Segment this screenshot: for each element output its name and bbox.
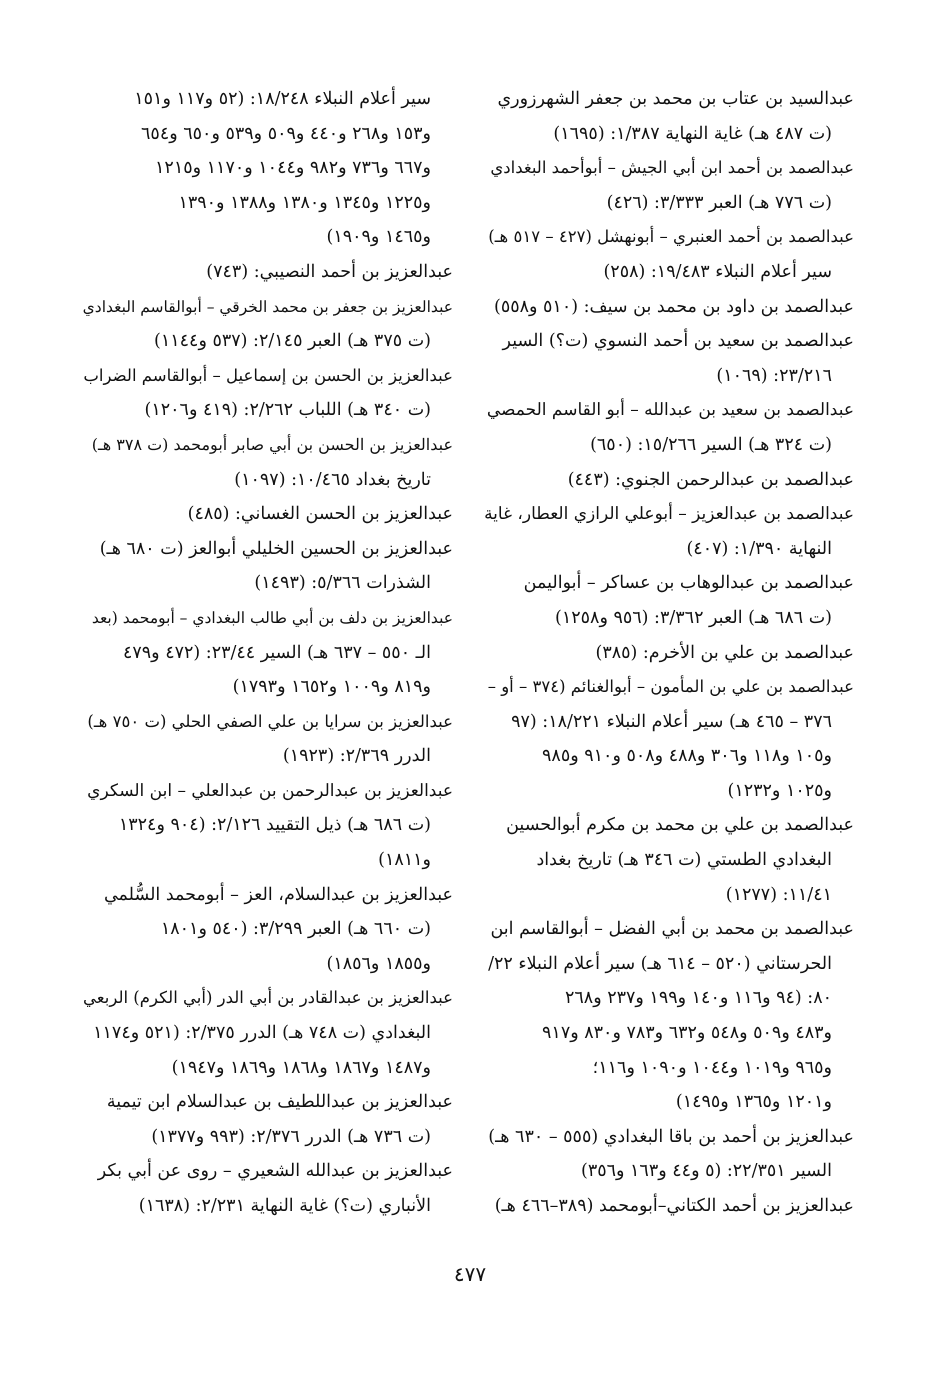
index-entry-continuation: و١٠٢٥ و١٢٣٢) bbox=[727, 780, 832, 801]
index-entry-continuation: و١٤٦٥ و١٩٠٩) bbox=[326, 227, 431, 248]
index-entry-continuation: ٨٠: (٩٤ و١١٦ و١٤٠ و١٩٩ و٢٣٧ و٢٦٨ bbox=[564, 988, 832, 1009]
index-entry: عبدالعزيز بن الحسين الخليلي أبوالعز (ت ٦٨٠ هـ) bbox=[99, 538, 453, 559]
index-entry-continuation: و٩٦٥ و١٠١٩ و١٠٤٤ و١٠٩٠ و١١٦؛ bbox=[592, 1057, 832, 1078]
index-entry: عبدالصمد بن عبدالعزيز – أبوعلي الرازي العطار، غاية bbox=[484, 504, 854, 525]
index-entry-continuation: الحرستاني (٥٢٠ – ٦١٤ هـ) سير أعلام النبلاء ٢٢/ bbox=[488, 953, 832, 974]
index-entry-continuation: سير أعلام النبلاء ١٩/٤٨٣: (٢٥٨) bbox=[603, 261, 832, 282]
index-entry: عبدالسيد بن عتاب بن محمد بن جعفر الشهرزوري bbox=[497, 89, 854, 109]
index-entry: عبدالصمد بن علي بن الأخرم: (٣٨٥) bbox=[595, 642, 854, 663]
index-entry-continuation: و١٨١١) bbox=[378, 850, 431, 871]
index-entry-continuation: الشذرات ٥/٣٦٦: (١٤٩٣) bbox=[254, 573, 431, 594]
index-entry-continuation: (ت ٣٧٥ هـ) العبر ٢/١٤٥: (٥٣٧ و١١٤٤) bbox=[154, 331, 431, 352]
index-entry-continuation: تاريخ بغداد ١٠/٤٦٥: (١٠٩٧) bbox=[234, 469, 431, 490]
index-entry-continuation: (ت ٧٧٦ هـ) العبر ٣/٣٣٣: (٤٢٦) bbox=[606, 192, 832, 213]
index-entry-continuation: سير أعلام النبلاء ١٨/٢٤٨: (٥٢ و١١٧ و١٥١ bbox=[134, 89, 431, 109]
index-entry-continuation: ١١/٤١: (١٢٧٧) bbox=[725, 884, 832, 905]
left-column bbox=[83, 82, 453, 1224]
index-entry-continuation: (ت ٦٦٠ هـ) العبر ٣/٢٩٩: (٥٤٠ و١٨٠١ bbox=[160, 919, 431, 940]
index-entry: عبدالعزيز بن دلف بن أبي طالب البغدادي – أبومحمد (بعد bbox=[91, 608, 453, 627]
index-entry: عبدالصمد بن عبدالرحمن الجنوي: (٤٤٣) bbox=[567, 469, 854, 490]
index-entry: عبدالصمد بن علي بن محمد بن مكرم أبوالحسين bbox=[506, 815, 854, 836]
index-entry: عبدالعزيز بن سرايا بن علي الصفي الحلي (ت ٧٥٠ هـ) bbox=[87, 711, 453, 731]
index-entry: عبدالعزيز بن أحمد الكتاني–أبومحمد (٣٨٩–٤٦٦ هـ) bbox=[494, 1196, 854, 1216]
index-entry: عبدالصمد بن محمد بن أبي الفضل – أبوالقاسم ابن bbox=[490, 919, 854, 940]
index-entry-continuation: البغدادي (ت ٧٤٨ هـ) الدرر ٢/٣٧٥: (٥٢١ و١١٧٤ bbox=[93, 1023, 431, 1044]
index-entry-continuation: (ت ٣٢٤ هـ) السير ١٥/٢٦٦: (٦٥٠) bbox=[590, 434, 832, 455]
index-entry: عبدالعزيز بن الحسن الغساني: (٤٨٥) bbox=[187, 504, 453, 525]
index-entry-continuation: و٤٨٣ و٥٠٩ و٥٤٨ و٦٣٢ و٧٨٣ و٨٣٠ و٩١٧ bbox=[542, 1023, 832, 1044]
index-entry-continuation: و١٢٠١ و١٣٦٥ و١٤٩٥) bbox=[675, 1092, 832, 1113]
index-entry: عبدالصمد بن سعيد بن عبدالله – أبو القاسم الحمصي bbox=[486, 400, 854, 421]
index-entry: عبدالعزيز بن عبداللطيف بن عبدالسلام ابن تيمية bbox=[106, 1092, 453, 1113]
index-entry-continuation: و١٨٥٥ و١٨٥٦) bbox=[326, 953, 431, 974]
index-entry-continuation: (ت ٧٣٦ هـ) الدرر ٢/٣٧٦: (٩٩٣ و١٣٧٧) bbox=[151, 1126, 431, 1147]
right-column bbox=[484, 82, 854, 1224]
index-entry-continuation: (ت ٦٨٦ هـ) العبر ٣/٣٦٢: (٩٥٦ و١٢٥٨) bbox=[555, 607, 832, 628]
index-entry-continuation: الأنباري (ت؟) غاية النهاية ٢/٢٣١: (١٦٣٨) bbox=[138, 1196, 431, 1216]
index-entry: عبدالصمد بن سعيد بن أحمد النسوي (ت؟) السير bbox=[502, 331, 854, 352]
index-entry: عبدالصمد بن عبدالوهاب بن عساكر – أبواليمن bbox=[523, 573, 854, 594]
index-entry-continuation: و١٥٣ و٢٦٨ و٤٤٠ و٥٠٩ و٥٣٩ و٦٥٠ و٦٥٤ bbox=[141, 123, 431, 144]
index-entry: عبدالعزيز بن جعفر بن محمد الخرقي – أبوالقاسم البغدادي bbox=[83, 297, 453, 316]
index-entry: عبدالصمد بن أحمد العنبري – أبونهشل (٤٢٧ – ٥١٧ هـ) bbox=[488, 227, 854, 247]
index-entry-continuation: الـ ٥٥٠ – ٦٣٧ هـ) السير ٢٣/٤٤: (٤٧٢ و٤٧٩ bbox=[122, 642, 431, 663]
index-entry: عبدالعزيز بن الحسن بن أبي صابر أبومحمد (ت ٣٧٨ هـ) bbox=[91, 434, 453, 454]
index-entry-continuation: (ت ٤٨٧ هـ) غاية النهاية ١/٣٨٧: (١٦٩٥) bbox=[553, 123, 832, 144]
index-entry-continuation: و٨١٩ و١٠٠٩ و١٦٥٢ و١٧٩٣) bbox=[232, 677, 431, 698]
index-entry: عبدالعزيز بن أحمد بن باقا البغدادي (٥٥٥ – ٦٣٠ هـ) bbox=[488, 1126, 854, 1147]
index-entry: عبدالعزيز بن الحسن بن إسماعيل – أبوالقاسم الضراب bbox=[83, 365, 453, 385]
index-entry: عبدالعزيز بن عبدالقادر بن أبي الدر (أبي الكرم) الربعي bbox=[83, 988, 453, 1008]
index-entry-continuation: السير ٢٢/٣٥١: (٥ و٤٤ و١٦٣ و٣٥٦) bbox=[580, 1161, 832, 1182]
index-entry: عبدالصمد بن أحمد ابن أبي الجيش – أبوأحمد البغدادي bbox=[490, 158, 854, 178]
page-number: ٤٧٧ bbox=[453, 1262, 487, 1286]
index-entry-continuation: الدرر ٢/٣٦٩: (١٩٢٣) bbox=[282, 746, 431, 767]
index-entry-continuation: و١٢٢٥ و١٣٤٥ و١٣٨٠ و١٣٨٨ و١٣٩٠ bbox=[178, 192, 431, 213]
index-entry-continuation: النهاية ١/٣٩٠: (٤٠٧) bbox=[686, 538, 832, 559]
index-entry: عبدالعزيز بن عبدالله الشعيري – روى عن أبي بكر bbox=[97, 1161, 453, 1182]
index-entry-continuation: و١٠٥ و١١٨ و٣٠٦ و٤٨٨ و٥٠٨ و٩١٠ و٩٨٥ bbox=[542, 746, 832, 767]
index-entry-continuation: البغدادي الطستي (ت ٣٤٦ هـ) تاريخ بغداد bbox=[536, 850, 832, 871]
index-entry: عبدالصمد بن علي بن المأمون – أبوالغنائم (٣٧٤ – أو – bbox=[487, 677, 854, 697]
index-entry-continuation: و٦٦٧ و٧٣٦ و٩٨٢ و١٠٤٤ و١١٧٠ و١٢١٥ bbox=[155, 158, 431, 179]
index-entry: عبدالصمد بن داود بن محمد بن سيف: (٥١٠ و٥٥٨) bbox=[493, 296, 854, 317]
index-entry: عبدالعزيز بن أحمد النصيبي: (٧٤٣) bbox=[206, 261, 453, 282]
index-entry-continuation: ٢٣/٢١٦: (١٠٦٩) bbox=[716, 365, 832, 386]
index-entry-continuation: (ت ٣٤٠ هـ) اللباب ٢/٢٦٢: (٤١٩ و١٢٠٦) bbox=[144, 400, 431, 421]
index-entry: عبدالعزيز بن عبدالرحمن بن عبدالعلي – ابن السكري bbox=[87, 780, 453, 801]
index-entry-continuation: (ت ٦٨٦ هـ) ذيل التقييد ٢/١٢٦: (٩٠٤ و١٣٢٤ bbox=[118, 815, 431, 836]
index-entry: عبدالعزيز بن عبدالسلام، العز – أبومحمد السُّلمي bbox=[103, 884, 453, 905]
index-entry-continuation: ٣٧٦ – ٤٦٥ هـ) سير أعلام النبلاء ١٨/٢٢١: (٩٧ bbox=[511, 711, 832, 732]
index-entry-continuation: و١٤٨٧ و١٨٦٧ و١٨٦٨ و١٨٦٩ و١٩٤٧) bbox=[171, 1057, 431, 1078]
